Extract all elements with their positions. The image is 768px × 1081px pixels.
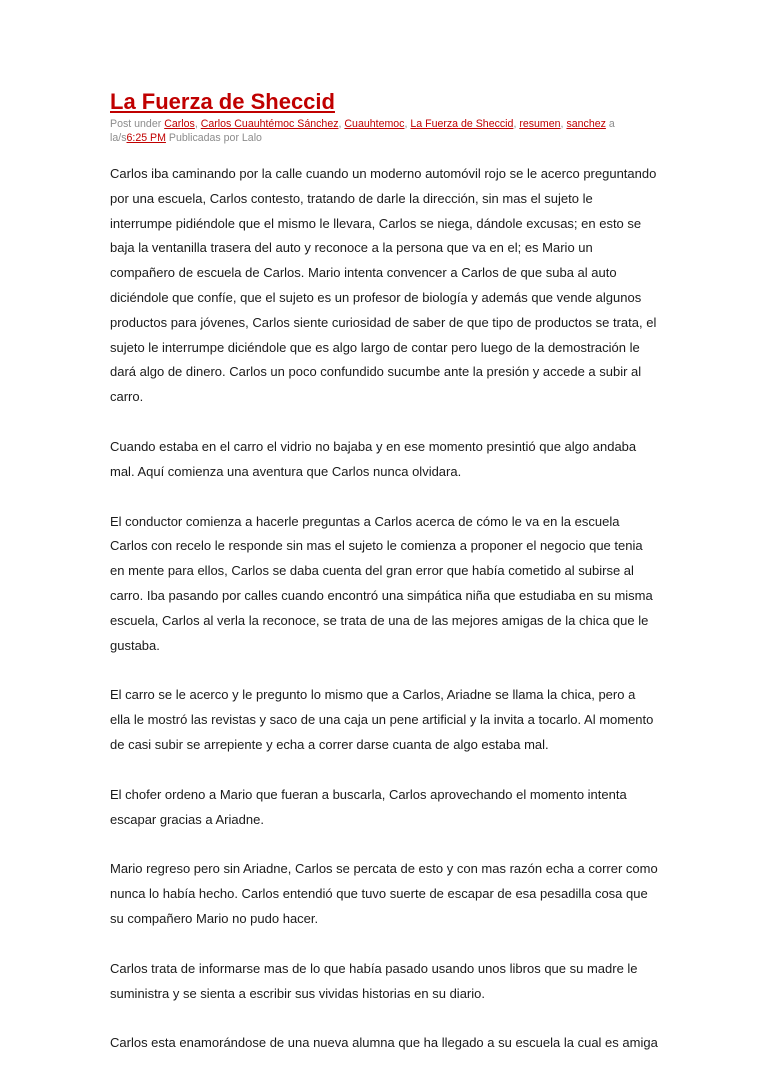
meta-a-label: a [605, 118, 615, 130]
paragraph: Cuando estaba en el carro el vidrio no bajaba y en ese momento presintió que algo andaba mal. Aquí comienza una aventura que Carlos nunca olvidara. [110, 438, 637, 479]
tag-separator: , [404, 118, 411, 130]
post-under-label: Post under [110, 118, 162, 130]
tag-separator: , [560, 118, 567, 130]
post-body [110, 162, 658, 1056]
paragraph: El conductor comienza a hacerle preguntas a Carlos acerca de cómo le va en la escuela Carlos con recelo le responde sin mas el sujeto le comienza a proponer el negocio que tenia en mente para ellos, Carlos se daba cuenta del gran error que había cometido al subirse al carro. Iba pasando por calles cuando encontró una simpática niña que estudiaba en su misma escuela, Carlos al verla la reconoce, se trata de una de las mejores amigas de la chica que le gustaba. [110, 513, 653, 653]
published-by-label: Publicadas por Lalo [165, 132, 262, 144]
tag-separator: , [513, 118, 520, 130]
tag-link-cuauhtemoc[interactable]: Cuauhtemoc [344, 118, 405, 130]
paragraph: Mario regreso pero sin Ariadne, Carlos se percata de esto y con mas razón echa a correr como nunca lo había hecho. Carlos entendió que tuvo suerte de escapar de esa pesadilla cosa que su compañero Mario no pudo hacer. [110, 861, 658, 926]
tag-link-resumen[interactable]: resumen [519, 118, 561, 130]
meta-las-label: la/s [110, 132, 127, 144]
tag-link-carlos-cuauhtemoc-sanchez[interactable]: Carlos Cuauhtémoc Sánchez [200, 118, 339, 130]
tag-link-sanchez[interactable]: sanchez [566, 118, 606, 130]
post-title[interactable]: La Fuerza de Sheccid [110, 89, 335, 114]
tag-separator: , [194, 118, 201, 130]
paragraph: Carlos trata de informarse mas de lo que había pasado usando unos libros que su madre le suministra y se sienta a escribir sus vividas historias en su diario. [110, 960, 638, 1001]
post-timestamp-link[interactable]: 6:25 PM [126, 132, 166, 144]
paragraph: El chofer ordeno a Mario que fueran a buscarla, Carlos aprovechando el momento intenta escapar gracias a Ariadne. [110, 786, 627, 827]
tag-separator: , [338, 118, 345, 130]
tag-link-carlos[interactable]: Carlos [164, 118, 195, 130]
paragraph: Carlos esta enamorándose de una nueva alumna que ha llegado a su escuela la cual es amiga [110, 1035, 658, 1051]
paragraph: Carlos iba caminando por la calle cuando un moderno automóvil rojo se le acerco preguntando por una escuela, Carlos contesto, tratando de darle la dirección, sin mas el sujeto le interrumpe pidiéndole que el mismo le llevara, Carlos se niega, dándole excusas; en esto se baja la ventanilla trasera del auto y reconoce a la persona que va en el; es Mario un compañero de escuela de Carlos. Mario intenta convencer a Carlos de que suba al auto diciéndole que confíe, que el sujeto es un profesor de biología y además que vende algunos productos para jóvenes, Carlos siente curiosidad de saber de que tipo de productos se trata, el sujeto le interrumpe diciéndole que es algo largo de contar pero luego de la demostración le dará algo de dinero. Carlos un poco confundido sucumbe ante la presión y accede a subir al carro. [110, 166, 657, 405]
paragraph: El carro se le acerco y le pregunto lo mismo que a Carlos, Ariadne se llama la chica, pero a ella le mostró las revistas y saco de una caja un pene artificial y la invita a tocarlo. Al momento de casi subir se arrepiente y echa a correr darse cuanta de algo estaba mal. [110, 687, 654, 752]
post-meta [110, 117, 658, 145]
tag-link-la-fuerza-de-sheccid[interactable]: La Fuerza de Sheccid [410, 118, 514, 130]
post [110, 88, 658, 1081]
